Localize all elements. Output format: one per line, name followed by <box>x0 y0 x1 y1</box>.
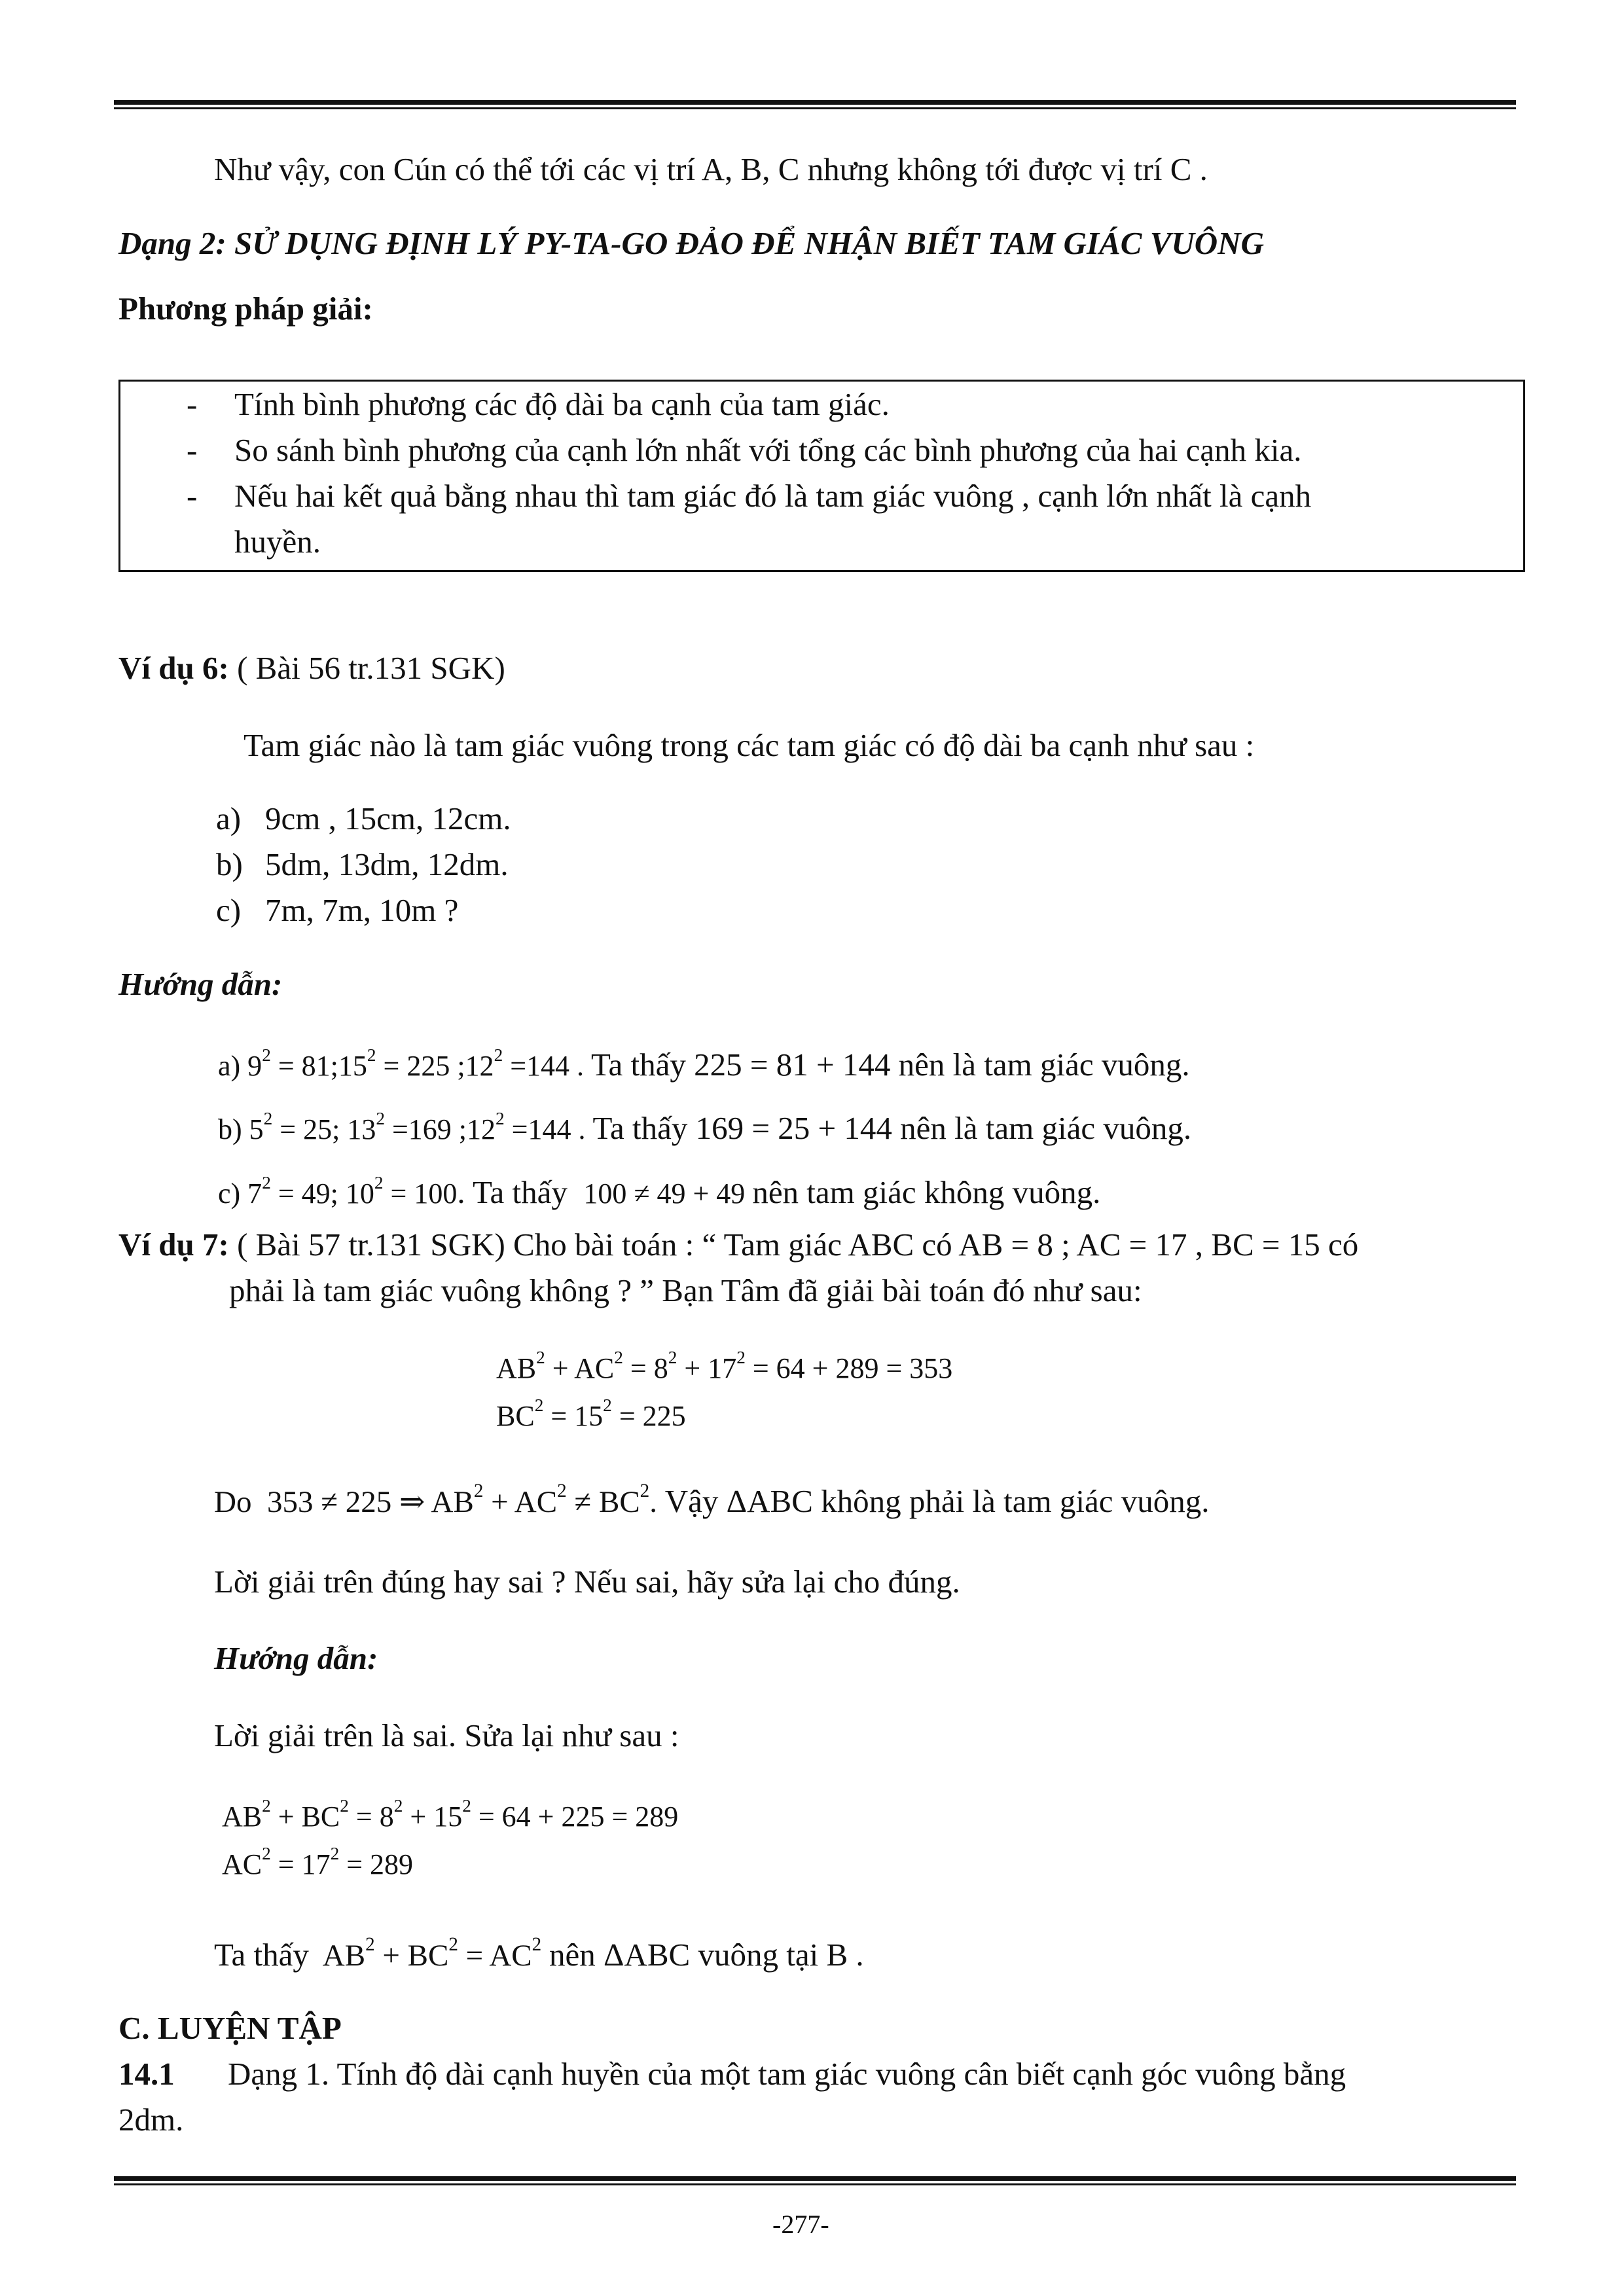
intro-text: Như vậy, con Cún có thể tới các vị trí A, B, C nhưng không tới được vị trí C . <box>214 151 1208 187</box>
ex6-question: Tam giác nào là tam giác vuông trong các tam giác có độ dài ba cạnh như sau : <box>244 727 1255 763</box>
ex7-conclusion: Do 353 ≠ 225 ⇒ $AB^2 + AC^2 \ne BC^2$. Vậy ΔABC không phải là tam giác vuông. <box>214 1480 1210 1519</box>
ex6-guide-label: Hướng dẫn: <box>118 966 283 1002</box>
ex6-option-text: 7m, 7m, 10m ? <box>265 892 459 928</box>
practice-text-line2: 2dm. <box>118 2102 184 2138</box>
method-box: - Tính bình phương các độ dài ba cạnh của tam giác. - So sánh bình phương của cạnh lớn nhất với tổng các bình phương của hai cạnh kia. - Nếu hai kết quả bằng nhau thì tam giác đó là tam giác vuông , cạnh lớn nhất là cạnh huyền. <box>118 380 1525 572</box>
ex6-option-text: 9cm , 15cm, 12cm. <box>265 800 511 836</box>
box-item: Tính bình phương các độ dài ba cạnh của tam giác. <box>234 386 890 422</box>
box-item: Nếu hai kết quả bằng nhau thì tam giác đó là tam giác vuông , cạnh lớn nhất là cạnh <box>234 478 1312 514</box>
page-number: -277- <box>772 2210 829 2239</box>
ex7-calc-1: $AB^2 + AC^2 = 8^2 + 17^2 = 64 + 289 = 353$ <box>496 1348 953 1384</box>
method-label: Phương pháp giải: <box>118 291 373 327</box>
ex7-fix-intro: Lời giải trên là sai. Sửa lại như sau : <box>214 1717 679 1753</box>
practice-number: 14.1 <box>118 2056 175 2092</box>
ex7-line1: ( Bài 57 tr.131 SGK) Cho bài toán : “ Tam giác ABC có AB = 8 ; AC = 17 , BC = 15 có <box>228 1227 1359 1263</box>
ex6-solution-a: a) $9^2$ = $81;15^2 = 225$ $;12^2 =144$ . Ta thấy 225 = 81 + 144 nên là tam giác vuông. <box>218 1045 1190 1083</box>
box-item: huyền. <box>234 524 321 560</box>
ex7-line2: phải là tam giác vuông không ? ” Bạn Tâm đã giải bài toán đó như sau: <box>229 1272 1142 1308</box>
top-rule <box>114 100 1516 109</box>
ex6-ref: ( Bài 56 tr.131 SGK) <box>228 650 505 686</box>
ex6-label: Ví dụ 6: <box>118 650 229 686</box>
ex7-question: Lời giải trên đúng hay sai ? Nếu sai, hãy sửa lại cho đúng. <box>214 1564 960 1600</box>
ex6-option-letter: a) <box>216 800 242 836</box>
ex7-heading <box>118 1226 1358 1263</box>
ex6-option-text: 5dm, 13dm, 12dm. <box>265 846 509 882</box>
ex6-option-letter: c) <box>216 892 242 928</box>
practice-heading: C. LUYỆN TẬP <box>118 2010 342 2046</box>
ex7-calc-2: $BC^2 = 15^2 = 225$ <box>496 1395 686 1432</box>
ex7-final: Ta thấy $AB^2 + BC^2 = AC^2$ nên ΔABC vuông tại B . <box>214 1933 864 1973</box>
ex7-guide-label: Hướng dẫn: <box>214 1640 378 1676</box>
bottom-rule <box>114 2176 1516 2185</box>
box-item: So sánh bình phương của cạnh lớn nhất với tổng các bình phương của hai cạnh kia. <box>234 432 1302 468</box>
ex7-fix-calc-1: $AB^2 + BC^2 = 8^2 + 15^2 = 64 + 225 = 289$ <box>222 1796 679 1833</box>
ex6-option-letter: b) <box>216 846 243 882</box>
practice-text-line1: Dạng 1. Tính độ dài cạnh huyền của một tam giác vuông cân biết cạnh góc vuông bằng <box>228 2056 1346 2092</box>
ex7-fix-calc-2: $AC^2 = 17^2 = 289$ <box>222 1844 414 1880</box>
ex6-solution-b: b) $5^2 = 25$; $13^2 =169$ $;12^2 =144$ . Ta thấy 169 = 25 + 144 nên là tam giác vuông. <box>218 1109 1192 1146</box>
section-title: Dạng 2: SỬ DỤNG ĐỊNH LÝ PY-TA-GO ĐẢO ĐỂ NHẬN BIẾT TAM GIÁC VUÔNG <box>118 225 1264 261</box>
ex6-solution-c: c) $7^2 = 49$; $10^2 = 100$. Ta thấy 100 ≠ 49 + 49 nên tam giác không vuông. <box>218 1173 1101 1210</box>
ex7-label: Ví dụ 7: <box>118 1227 229 1263</box>
ex6-heading <box>118 649 505 687</box>
